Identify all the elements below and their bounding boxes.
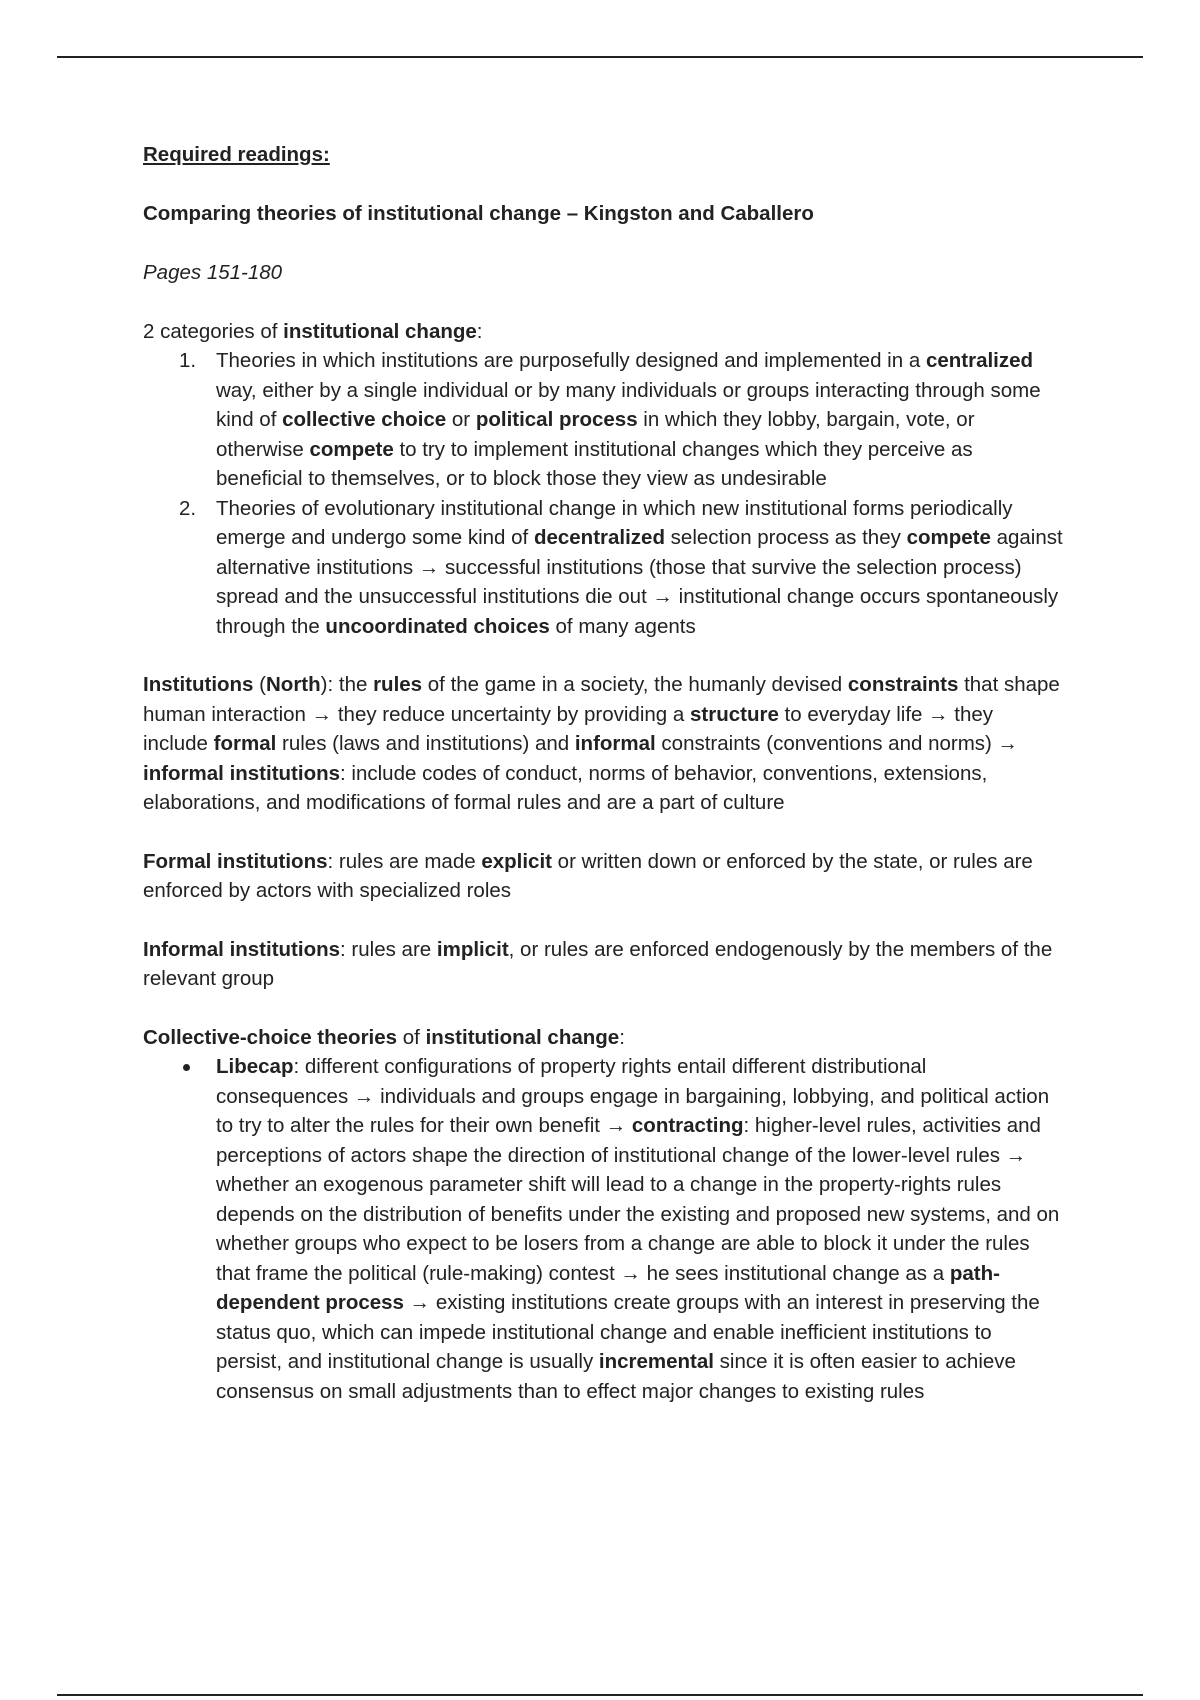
- list-number: 2.: [179, 496, 197, 520]
- informal-institutions-paragraph: Informal institutions: rules are implicit, or rules are enforced endogenously by the members of the relevant group: [143, 937, 1053, 990]
- institutions-paragraph: Institutions (North): the rules of the game in a society, the humanly devised constraints that shape human interaction → they reduce uncertainty by providing a structure to everyday life → they include formal rules (laws and institutions) and informal constraints (conventions and norms) → informal institutions: include codes of conduct, norms of behavior, conventions, extensions, elaborations, and modifications of formal rules and are a part of culture: [143, 673, 1060, 814]
- categories-intro: 2 categories of institutional change:: [143, 319, 483, 343]
- bullet-icon: [183, 1064, 190, 1071]
- collective-choice-list: [143, 1052, 1063, 1406]
- page-bottom-rule: [57, 1694, 1143, 1696]
- required-readings-heading: Required readings:: [143, 143, 330, 166]
- categories-list: [143, 346, 1063, 641]
- list-item: 1. Theories in which institutions are purposefully designed and implemented in a centralized way, either by a single individual or by many individuals or groups interacting through some kind of collective choice or political process in which they lobby, bargain, vote, or otherwise compete to try to implement institutional changes which they perceive as beneficial to themselves, or to block those they view as undesirable: [143, 346, 1063, 494]
- page-top-rule: [57, 56, 1143, 58]
- list-item: Libecap: different configurations of property rights entail different distributional consequences → individuals and groups engage in bargaining, lobbying, and political action to try to alter the rules for their own benefit → contracting: higher-level rules, activities and perceptions of actors shape the direction of institutional change of the lower-level rules → whether an exogenous parameter shift will lead to a change in the property-rights rules depends on the distribution of benefits under the existing and proposed new systems, and on whether groups who expect to be losers from a change are able to block it under the rules that frame the political (rule-making) contest → he sees institutional change as a path-dependent process → existing institutions create groups with an interest in preserving the status quo, which can impede institutional change and enable inefficient institutions to persist, and institutional change is usually incremental since it is often easier to achieve consensus on small adjustments than to effect major changes to existing rules: [143, 1052, 1063, 1406]
- collective-choice-heading: Collective-choice theories of institutional change:: [143, 1025, 625, 1049]
- list-number: 1.: [179, 349, 197, 372]
- formal-institutions-paragraph: Formal institutions: rules are made explicit or written down or enforced by the state, or rules are enforced by actors with specialized roles: [143, 849, 1033, 902]
- page-range: Pages 151-180: [143, 261, 283, 284]
- reading-title: Comparing theories of institutional change – Kingston and Caballero: [143, 201, 814, 225]
- document-body: [143, 140, 1063, 1406]
- list-item: 2. Theories of evolutionary institutional change in which new institutional forms periodically emerge and undergo some kind of decentralized selection process as they compete against alternative institutions → successful institutions (those that survive the selection process) spread and the unsuccessful institutions die out → institutional change occurs spontaneously through the uncoordinated choices of many agents: [143, 494, 1063, 642]
